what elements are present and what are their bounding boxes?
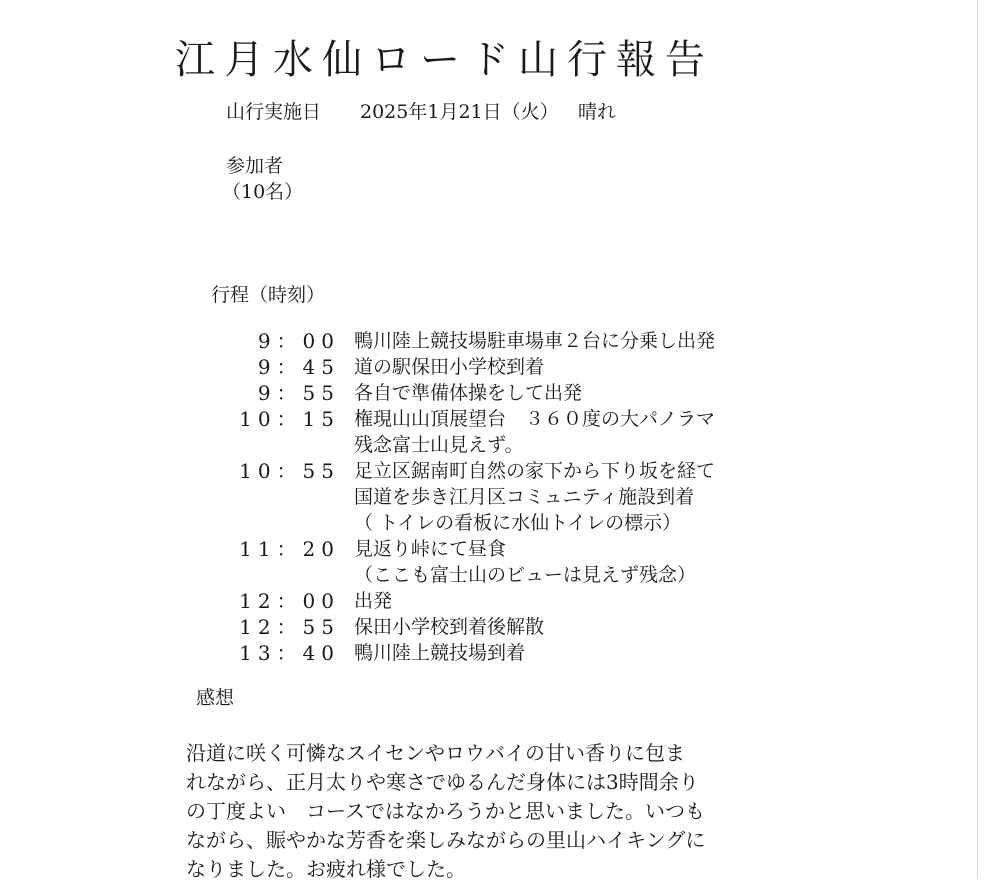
schedule-desc-line: 国道を歩き江月区コミュニティ施設到着: [354, 486, 695, 508]
schedule-row: [215, 328, 815, 354]
schedule-time: 10：55: [239, 459, 340, 483]
schedule-desc-line: 道の駅保田小学校到着: [354, 356, 545, 378]
schedule-desc-line: 鴨川陸上競技場到着: [354, 642, 526, 664]
schedule-desc: [354, 536, 696, 588]
schedule-desc-line: 出発: [354, 590, 393, 612]
schedule-desc: [354, 588, 392, 614]
schedule-heading: 行程（時刻）: [211, 284, 326, 306]
schedule-time: 12：55: [239, 615, 340, 639]
schedule-time: 9：00: [257, 329, 340, 353]
impressions-heading: 感想: [196, 687, 235, 709]
date-label: 山行実施日: [226, 101, 322, 123]
schedule-row: [215, 614, 815, 640]
schedule-row: [215, 640, 815, 666]
impressions-line: ながら、賑やかな芳香を楽しみながらの里山ハイキングに: [186, 828, 706, 852]
schedule-desc: [354, 458, 715, 536]
schedule-desc: [354, 614, 544, 640]
impressions-line: なりました。お疲れ様でした。: [186, 857, 466, 881]
schedule-desc: [354, 640, 525, 666]
schedule-desc-line: 鴨川陸上競技場駐車場車２台に分乗し出発: [354, 330, 716, 352]
impressions-text: [186, 739, 786, 884]
schedule-desc: [354, 328, 715, 354]
schedule-desc-line: 見返り峠にて昼食: [354, 538, 507, 560]
schedule-desc-line: 足立区鋸南町自然の家下から下り坂を経て: [354, 460, 716, 482]
schedule-row: [215, 406, 815, 458]
weather: 晴れ: [578, 101, 617, 123]
schedule-time: 13：40: [239, 641, 340, 665]
report-title: 江月水仙ロード山行報告: [175, 37, 714, 83]
impressions-line: の丁度よい コースではなかろうかと思いました。いつも: [186, 799, 705, 823]
schedule-desc: [354, 380, 582, 406]
schedule-desc-line: 権現山山頂展望台 ３６０度の大パノラマ: [354, 408, 716, 430]
date-value: 2025年1月21日（火）: [360, 101, 559, 123]
schedule-row: [215, 588, 815, 614]
impressions-line: れながら、正月太りや寒さでゆるんだ身体には3時間余り: [186, 770, 699, 794]
schedule-list: [215, 328, 815, 666]
schedule-desc: [354, 406, 715, 458]
page-edge-line: [977, 0, 978, 879]
schedule-desc-line: （ここも富士山のビューは見えず残念）: [354, 564, 697, 586]
participants-count: （10名）: [222, 181, 304, 203]
impressions-line: 沿道に咲く可憐なスイセンやロウバイの甘い香りに包ま: [186, 741, 685, 765]
schedule-desc-line: 保田小学校到着後解散: [354, 616, 545, 638]
schedule-time: 9：55: [257, 381, 340, 405]
schedule-time: 12：00: [239, 589, 340, 613]
schedule-row: [215, 458, 815, 536]
participants-label: 参加者: [226, 155, 284, 177]
schedule-time: 9：45: [257, 355, 340, 379]
schedule-desc-line: 各自で準備体操をして出発: [354, 382, 583, 404]
schedule-row: [215, 380, 815, 406]
schedule-desc-line: 残念富士山見えず。: [354, 434, 524, 456]
schedule-desc: [354, 354, 544, 380]
schedule-row: [215, 354, 815, 380]
schedule-time: 10：15: [239, 407, 340, 431]
schedule-row: [215, 536, 815, 588]
schedule-desc-line: （ トイレの看板に水仙トイレの標示）: [354, 512, 682, 534]
schedule-time: 11：20: [239, 537, 340, 561]
